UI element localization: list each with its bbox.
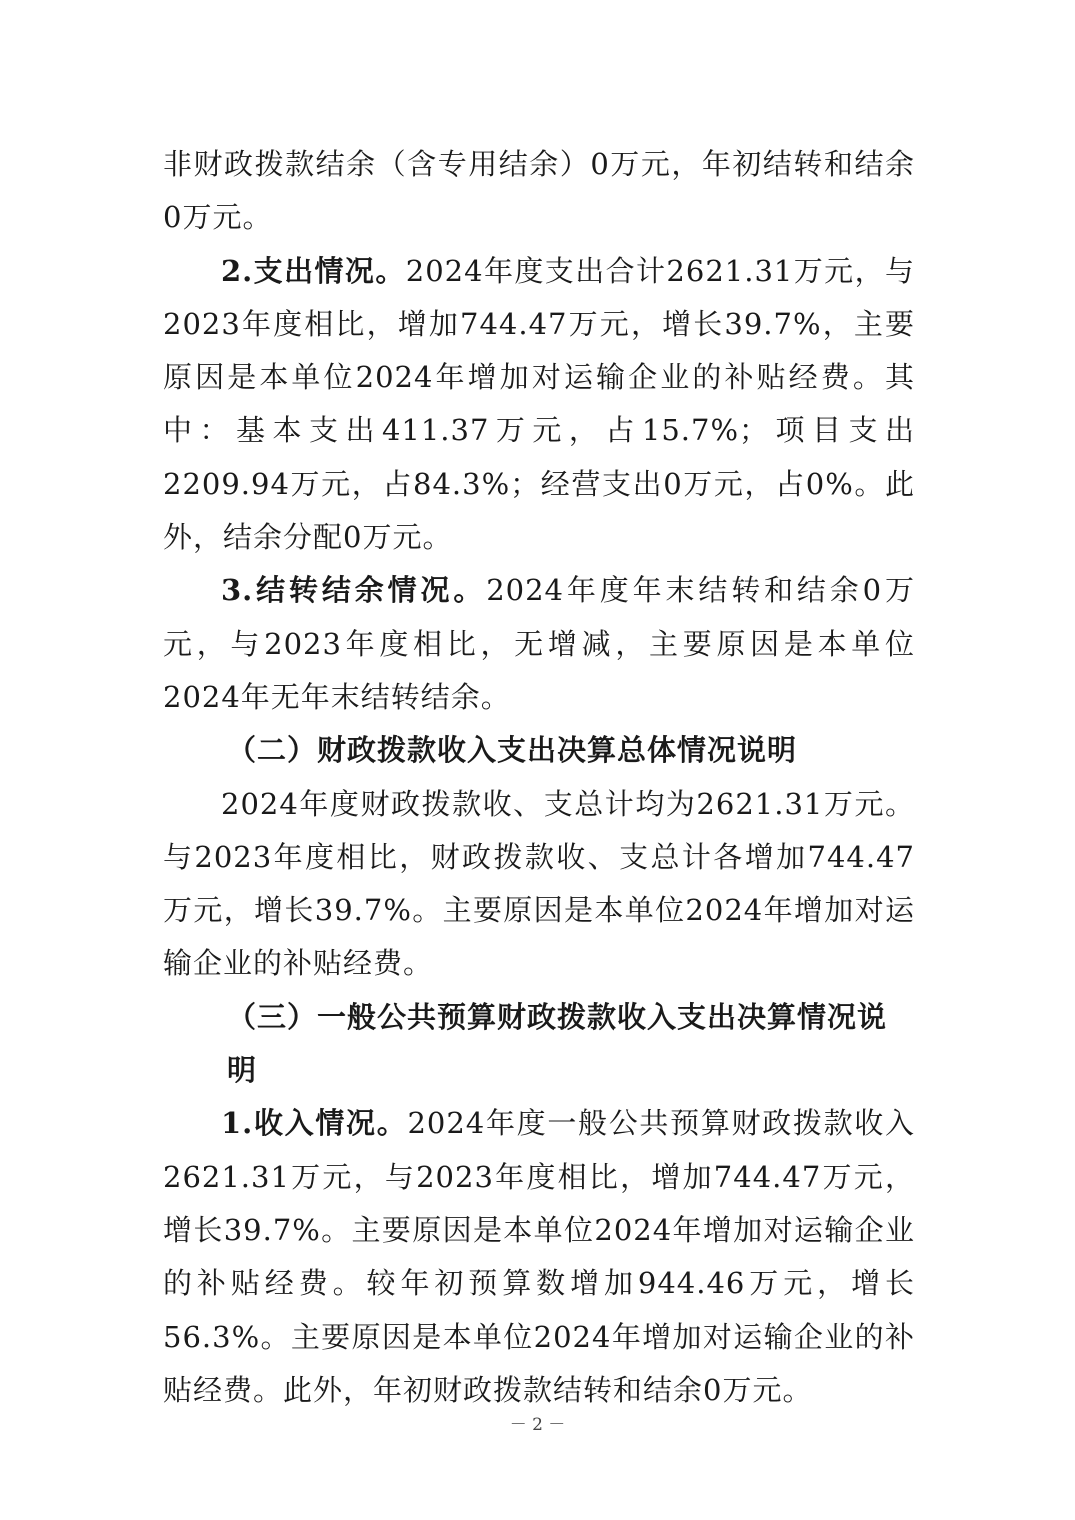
expenditure-paragraph [163, 245, 915, 565]
income-lead: 1.收入情况。 [221, 1106, 408, 1141]
section-heading-general-budget: （三）一般公共预算财政拨款收入支出决算情况说明 [227, 999, 888, 1088]
document-page [163, 138, 915, 1417]
carryover-paragraph [163, 564, 915, 724]
paragraph-text: 2024年度一般公共预算财政拨款收入2621.31万元，与2023年度相比，增加744.47万元，增长39.7%。主要原因是本单位2024年增加对运输企业的补贴经费。较年初预算数增加944.46万元，增长56.3%。主要原因是本单位2024年增加对运输企业的补贴经费。此外，年初财政拨款结转和结余0万元。 [163, 1106, 915, 1407]
page-number: － 2 － [509, 1415, 566, 1435]
fiscal-overview-paragraph [163, 778, 915, 991]
section-heading-fiscal-overview: （二）财政拨款收入支出决算总体情况说明 [227, 733, 798, 768]
paragraph-text: 2024年度财政拨款收、支总计均为2621.31万元。与2023年度相比，财政拨款收、支总计各增加744.47万元，增长39.7%。主要原因是本单位2024年增加对运输企业的补贴经费。 [163, 786, 915, 981]
income-remainder-paragraph [163, 138, 915, 245]
carryover-lead: 3.结转结余情况。 [221, 573, 487, 608]
paragraph-text: 2024年度年末结转和结余0万元，与2023年度相比，无增减，主要原因是本单位2024年无年末结转结余。 [163, 573, 915, 714]
expenditure-lead: 2.支出情况。 [221, 253, 406, 288]
paragraph-text: 2024年度支出合计2621.31万元，与2023年度相比，增加744.47万元，增长39.7%，主要原因是本单位2024年增加对运输企业的补贴经费。其中：基本支出411.37万元，占15.7%；项目支出2209.94万元，占84.3%；经营支出0万元，占0%。此外，结余分配0万元。 [163, 253, 915, 555]
general-budget-income-paragraph [163, 1097, 915, 1417]
paragraph-text: 非财政拨款结余（含专用结余）0万元，年初结转和结余0万元。 [163, 147, 915, 235]
